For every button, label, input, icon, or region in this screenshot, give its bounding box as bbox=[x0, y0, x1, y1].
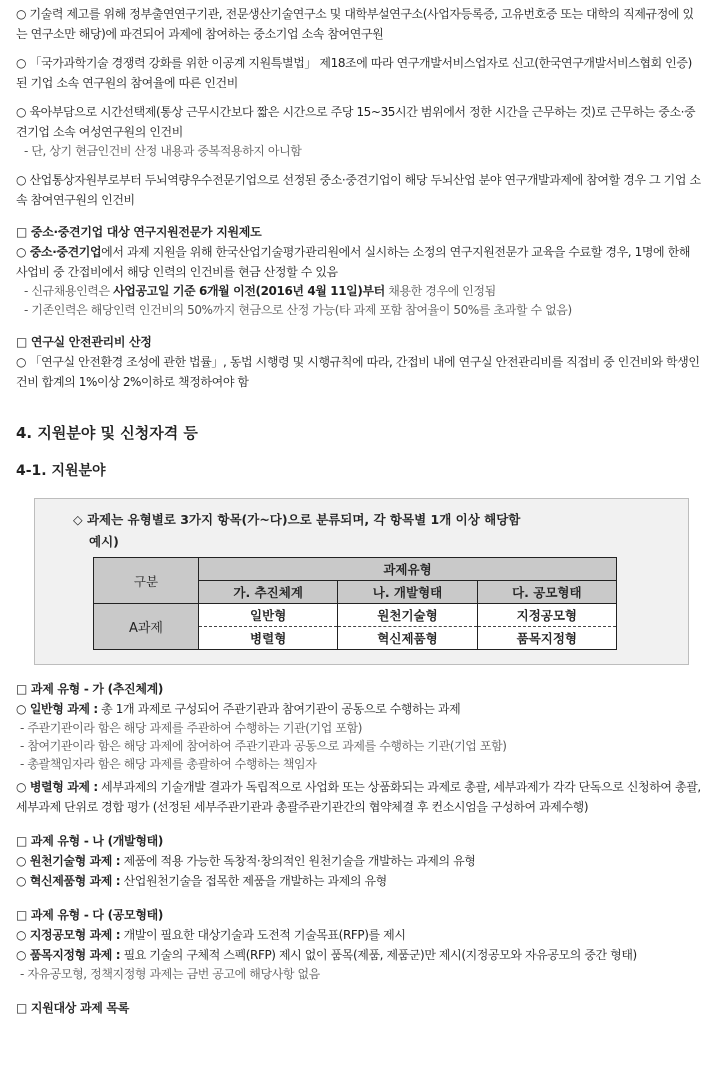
note-not-applicable: - 자유공모형, 정책지정형 과제는 금번 공고에 해당사항 없음 bbox=[20, 967, 320, 981]
section-title-type-da: □ 과제 유형 - 다 (공모형태) bbox=[16, 908, 164, 922]
section-title-type-ga: □ 과제 유형 - 가 (추진체계) bbox=[16, 682, 164, 696]
table-cell: 혁신제품형 bbox=[338, 627, 477, 650]
table-cell: 지정공모형 bbox=[477, 604, 616, 627]
heading-support-field: 4. 지원분야 및 신청자격 등 bbox=[16, 424, 198, 442]
box-example-label: 예시) bbox=[89, 534, 119, 549]
paragraph-general-task: ○ 일반형 과제 : 총 1개 과제로 구성되어 주관기관과 참여기관이 공동으로 수행하는 과제 bbox=[16, 702, 461, 716]
note-new-hire: - 신규채용인력은 사업공고일 기준 6개월 이전(2016년 4월 11일)부터 채용한 경우에 인정됨 bbox=[24, 284, 496, 298]
paragraph-original-tech-task: ○ 원천기술형 과제 : 제품에 적용 가능한 독창적·창의적인 원천기술을 개발하는 과제의 유형 bbox=[16, 854, 476, 868]
table-cell: 품목지정형 bbox=[477, 627, 616, 650]
table-header-col1: 가. 추진체계 bbox=[199, 581, 338, 604]
table-header-gubun: 구분 bbox=[94, 558, 199, 604]
table-cell: 일반형 bbox=[199, 604, 338, 627]
document-page bbox=[0, 4, 715, 1065]
note-lead-institution: - 주관기관이라 함은 해당 과제를 주관하여 수행하는 기관(기업 포함) bbox=[20, 721, 362, 735]
paragraph-designated-task: ○ 지정공모형 과제 : 개발이 필요한 대상기술과 도전적 기술목표(RFP)를 제시 bbox=[16, 928, 406, 942]
paragraph-innovative-product-task: ○ 혁신제품형 과제 : 산업원천기술을 접목한 제품을 개발하는 과제의 유형 bbox=[16, 874, 387, 888]
section-title-support-expert: □ 중소·중견기업 대상 연구지원전문가 지원제도 bbox=[16, 225, 262, 239]
section-title-type-na: □ 과제 유형 - 나 (개발형태) bbox=[16, 834, 164, 848]
table-header-col3: 다. 공모형태 bbox=[477, 581, 616, 604]
paragraph-support-expert: ○ 중소·중견기업에서 과제 지원을 위해 한국산업기술평가관리원에서 실시하는 소정의 연구지원전문가 교육을 수료할 경우, 1명에 한해 사업비 중 간접비에서 해당 인력의 인건비를 현금 산정할 수 있음 bbox=[16, 245, 691, 279]
paragraph-lab-safety: ○ 「연구실 안전환경 조성에 관한 법률」, 동법 시행령 및 시행규칙에 따라, 간접비 내에 연구실 안전관리비를 직접비 중 인건비와 학생인건비 합계의 1%이상 2%이하로 책정하여야 함 bbox=[16, 355, 700, 389]
table-header-group: 과제유형 bbox=[199, 558, 617, 581]
subheading-support-field: 4-1. 지원분야 bbox=[16, 463, 106, 479]
task-type-table bbox=[93, 557, 617, 650]
box-title: ◇ 과제는 유형별로 3가지 항목(가~다)으로 분류되며, 각 항목별 1개 이상 해당함 bbox=[73, 512, 521, 527]
paragraph-brain-industry: ○ 산업통상자원부로부터 두뇌역량우수전문기업으로 선정된 중소·중견기업이 해당 두뇌산업 분야 연구개발과제에 참여할 경우 그 기업 소속 참여연구원의 인건비 bbox=[16, 173, 701, 207]
section-title-task-list: □ 지원대상 과제 목록 bbox=[16, 1001, 130, 1015]
section-title-lab-safety: □ 연구실 안전관리비 산정 bbox=[16, 335, 152, 349]
table-header-col2: 나. 개발형태 bbox=[338, 581, 477, 604]
table-cell: 원천기술형 bbox=[338, 604, 477, 627]
note-general-manager: - 총괄책임자라 함은 해당 과제를 총괄하여 수행하는 책임자 bbox=[20, 757, 317, 771]
note-existing-staff: - 기존인력은 해당인력 인건비의 50%까지 현금으로 산정 가능(타 과제 포함 참여율이 50%를 초과할 수 없음) bbox=[24, 303, 572, 317]
paragraph-rnd-service: ○ 「국가과학기술 경쟁력 강화를 위한 이공계 지원특별법」 제18조에 따라 연구개발서비스업자로 신고(한국연구개발서비스협회 인증)된 기업 소속 연구원의 참여율에 따른 인건비 bbox=[16, 56, 692, 90]
paragraph-part-time: ○ 육아부담으로 시간선택제(통상 근무시간보다 짧은 시간으로 주당 15~35시간 범위에서 정한 시간을 근무하는 것)로 근무하는 중소·중견기업 소속 여성연구원의 인건비 bbox=[16, 105, 696, 139]
paragraph-parallel-task: ○ 병렬형 과제 : 세부과제의 기술개발 결과가 독립적으로 사업화 또는 상품화되는 과제로 총괄, 세부과제가 각각 단독으로 신청하여 총괄, 세부과제 단위로 경합 평가 (선정된 세부주관기관과 총괄주관기관간의 협약체결 후 컨소시엄을 구성하여 과제수행) bbox=[16, 780, 701, 814]
table-cell: 병렬형 bbox=[199, 627, 338, 650]
paragraph-research-institute: ○ 기술력 제고를 위해 정부출연연구기관, 전문생산기술연구소 및 대학부설연구소(사업자등록증, 고유번호증 또는 대학의 직제규정에 있는 연구소만 해당)에 파견되어 과제에 참여하는 중소기업 소속 참여연구원 bbox=[16, 7, 694, 41]
table-row-label: A과제 bbox=[94, 604, 199, 650]
paragraph-item-designated-task: ○ 품목지정형 과제 : 필요 기술의 구체적 스펙(RFP) 제시 없이 품목(제품, 제품군)만 제시(지정공모와 자유공모의 중간 형태) bbox=[16, 948, 637, 962]
task-type-example-box bbox=[34, 498, 689, 665]
note-no-duplicate: - 단, 상기 현금인건비 산정 내용과 중복적용하지 아니함 bbox=[24, 144, 302, 158]
note-participating-institution: - 참여기관이라 함은 해당 과제에 참여하여 주관기관과 공동으로 과제를 수행하는 기관(기업 포함) bbox=[20, 739, 507, 753]
